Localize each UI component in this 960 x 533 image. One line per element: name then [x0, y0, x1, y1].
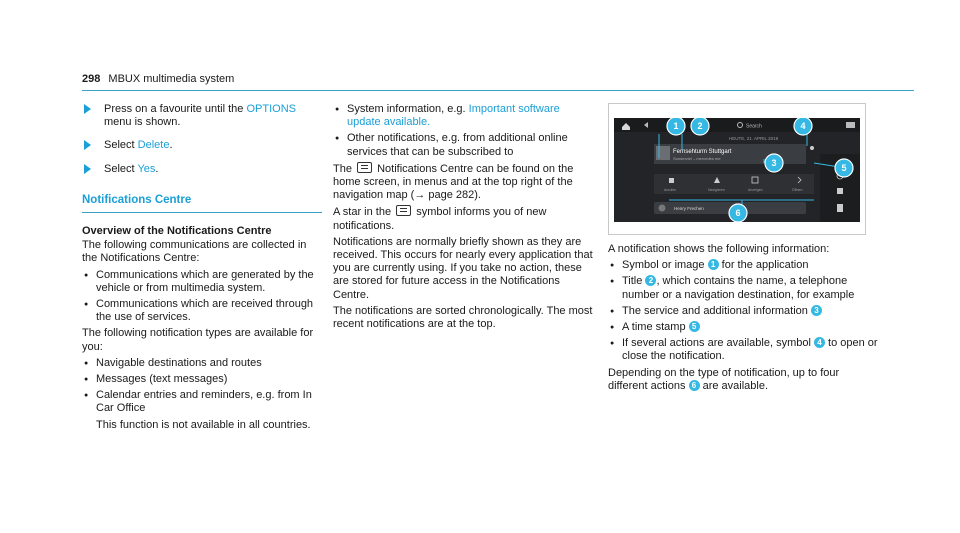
column-3: [608, 243, 878, 396]
app-image: [656, 146, 670, 160]
notification-title: Fernsehturm Stuttgart: [673, 149, 732, 155]
svg-text:1: 1: [673, 121, 679, 131]
header-title: MBUX multimedia system: [108, 73, 235, 85]
action-label: Anrufen: [664, 188, 677, 192]
software-update-link[interactable]: Important software update available.: [347, 103, 560, 129]
action-label: Öffnen: [792, 188, 803, 192]
callout-ref: 4: [814, 337, 825, 348]
svg-text:6: 6: [735, 208, 741, 218]
more-types-list: [333, 103, 593, 159]
header-rule: [82, 90, 914, 91]
top-right-icon[interactable]: [846, 122, 855, 128]
actions-paragraph: Depending on the type of notification, up to four different actions 6 are available.: [608, 366, 840, 392]
info-list: [608, 259, 878, 363]
overview-intro: The following communications are collected in the Notifications Centre:: [82, 239, 307, 265]
list-item: ● Symbol or image 1 for the application: [608, 259, 878, 272]
overview-subtitle: Overview of the Notifications Centre: [82, 225, 272, 238]
info-intro: A notification shows the following information:: [608, 243, 830, 255]
callout-ref: 3: [811, 305, 822, 316]
comm-list: [82, 269, 322, 325]
step-arrow-icon: [84, 104, 91, 114]
availability-note: This function is not available in all countries.: [96, 418, 311, 431]
types-intro: The following notification types are available for you:: [82, 327, 314, 353]
shown-paragraph: Notifications are normally briefly shown as they are received. This occurs for nearly every application that you are currently using. If you take no action, these are stored for future access in the Notifications Centre.: [333, 235, 593, 301]
list-item: ● If several actions are available, symbol 4 to open or close the notification.: [608, 337, 878, 363]
svg-text:2: 2: [697, 121, 703, 131]
search-label: Search: [746, 123, 762, 130]
found-paragraph: The Notifications Centre can be found on the home screen, in menus and at the top right of the navigation map (→ page 282).: [333, 162, 574, 202]
list-item: ● A time stamp 5: [608, 321, 878, 334]
list-item: ● Calendar entries and reminders, e.g. from In Car Office: [82, 389, 322, 415]
callout-ref: 6: [689, 380, 700, 391]
contact-name: Henry Frechen: [674, 206, 704, 211]
list-item: ● Messages (text messages): [82, 373, 322, 386]
callout-ref: 1: [708, 259, 719, 270]
list-item: ● System information, e.g. Important software update available.: [333, 103, 593, 129]
list-item: ● Communications which are received through the use of services.: [82, 298, 322, 324]
screen-drawing: [614, 118, 860, 222]
column-2: [333, 103, 593, 334]
step-1: Press on a favourite until the OPTIONS menu is shown.: [82, 103, 322, 129]
callout-ref: 5: [689, 321, 700, 332]
svg-text:3: 3: [771, 158, 777, 168]
star-paragraph: A star in the symbol informs you of new notifications.: [333, 206, 547, 232]
step-3: Select Yes.: [82, 163, 322, 176]
notification-screenshot: [608, 103, 866, 235]
page-header: [82, 73, 234, 85]
sidebar-icon[interactable]: [837, 188, 843, 194]
action-label: Anzeigen: [748, 188, 763, 192]
list-item: ● The service and additional information 3: [608, 305, 878, 318]
step-arrow-icon: [84, 140, 91, 150]
step-arrow-icon: [84, 164, 91, 174]
action-label: Navigieren: [708, 188, 725, 192]
yes-link[interactable]: Yes: [137, 162, 156, 175]
callout-ref: 2: [645, 275, 656, 286]
sidebar-icon[interactable]: [837, 204, 843, 212]
svg-text:4: 4: [800, 121, 806, 131]
delete-link[interactable]: Delete: [137, 139, 170, 152]
list-item: ● Other notifications, e.g. from additional online services that can be subscribed to: [333, 132, 593, 158]
notification-subtitle: Sonderziel – mercedes me: [673, 156, 721, 161]
page-number: 298: [82, 73, 101, 85]
notifications-icon: [357, 162, 372, 173]
list-item: ● Title 2 , which contains the name, a telephone number or a navigation destination, for example: [608, 275, 878, 301]
notifications-icon: [396, 205, 411, 216]
expand-symbol-icon[interactable]: [810, 146, 814, 150]
section-title: Notifications Centre: [82, 193, 192, 206]
section-rule: [82, 212, 322, 213]
list-item: ● Navigable destinations and routes: [82, 357, 322, 370]
list-item: ● Communications which are generated by the vehicle or from multimedia system.: [82, 269, 322, 295]
call-icon[interactable]: [669, 178, 674, 183]
step-2: Select Delete.: [82, 139, 322, 152]
options-link[interactable]: OPTIONS: [246, 103, 296, 115]
mbux-screen: [614, 118, 860, 222]
action-row: [654, 174, 814, 194]
types-list: [82, 357, 322, 416]
avatar: [659, 205, 666, 212]
column-1: [82, 103, 322, 435]
svg-text:5: 5: [841, 163, 847, 173]
date-label: HEUTE, 21. APRIL 2019: [729, 136, 779, 141]
sorted-paragraph: The notifications are sorted chronologically. The most recent notifications are at the top.: [333, 304, 593, 331]
